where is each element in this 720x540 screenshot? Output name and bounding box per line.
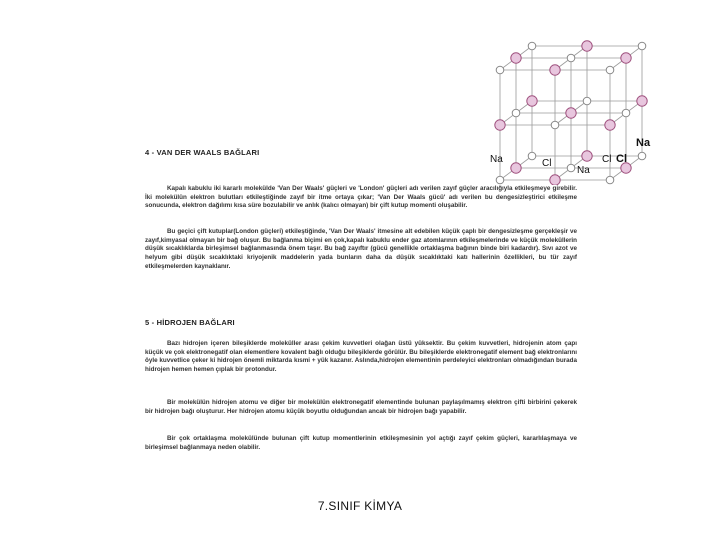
chloride-ion (512, 109, 520, 117)
chloride-ion (622, 109, 630, 117)
page-footer: 7.SINIF KİMYA (317, 499, 403, 513)
chloride-ion (606, 66, 614, 74)
lattice-label: Cl (542, 158, 552, 169)
chloride-ion (496, 66, 504, 74)
sodium-ion (621, 53, 631, 63)
chloride-ion (583, 97, 591, 105)
chloride-ion (551, 121, 559, 129)
section-heading-hydrogen: 5 - HİDROJEN BAĞLARI (145, 318, 235, 327)
chloride-ion (567, 54, 575, 62)
paragraph-hydrogen-3: Bir çok ortaklaşma molekülünde bulunan çift kutup momentlerinin etkileşmesinin yol açtığı zayıf çekim güçleri, kararlılaşmaya ve birleşimsel bağlanmaya neden olabilir. (145, 435, 577, 451)
nacl-lattice-diagram (488, 40, 658, 185)
chloride-ion (567, 164, 575, 172)
lattice-label: Cl (616, 153, 627, 165)
lattice-label: Na (577, 165, 590, 176)
sodium-ion (511, 53, 521, 63)
lattice-label: Na (636, 137, 651, 149)
sodium-ion (550, 65, 560, 75)
chloride-ion (606, 176, 614, 184)
paragraph-hydrogen-1: Bazı hidrojen içeren bileşiklerde moleküller arası çekim kuvvetleri olağan üstü yüksektir. Bu çekim kuvvetleri, hidrojenin atom çapı küçük ve çok elektronegatif olan elementlere kovalent bağlı olduğu bileşiklerde görülür. Bu bileşiklerde elektronegatif element bağ elektronlarını öyle kuvvetlice çeker ki hidrojen önemli miktarda kısmi + yük kazanır. Aslında,hidrojen elementinin perdeleyici elektronları olmadığından burada hidrojen hemen hemen çıplak bir protondur. (145, 340, 577, 374)
chloride-ion (496, 176, 504, 184)
chloride-ion (638, 42, 646, 50)
sodium-ion (637, 96, 647, 106)
sodium-ion (582, 41, 592, 51)
paragraph-van-der-waals-2: Bu geçici çift kutuplar(London güçleri) etkileştiğinde, 'Van Der Waals' itmesine alt edebilen küçük çaplı bir dengesizleşme gerçekleşir ve zayıf,kimyasal olmayan bir bağ oluşur. Bu bağlanma biçimi en çok,kapalı kabuklu ender gaz atomlarının etkileşmelerinde ve küçük moleküllerin düşük sıcaklıklarda birleşimsel bağlanmasında önem taşır. Bu bağ zayıftır (gücü genellikle ortaklaşma bağının binde biri kadardır). Sıvı azot ve helyum gibi düşük sıcaklıktaki kriyojenik maddelerin yada bunların daha da düşük sıcaklıktaki katı hallerinin özellikleri, bu tür zayıf etkileşmelerden kaynaklanır. (145, 228, 577, 270)
chloride-ion (528, 42, 536, 50)
sodium-ion (511, 163, 521, 173)
chloride-ion (638, 152, 646, 160)
chloride-ion (528, 152, 536, 160)
paragraph-hydrogen-2: Bir molekülün hidrojen atomu ve diğer bir molekülün elektronegatif elementinde bulunan paylaşılmamış elektron çifti birbirini çekerek bir hidrojen bağı oluşturur. Her hidrojen atomu küçük boyutlu olduğundan ancak bir hidrojen bağı yapabilir. (145, 399, 577, 415)
paragraph-van-der-waals-1: Kapalı kabuklu iki kararlı molekülde 'Van Der Waals' güçleri ve 'London' güçleri adı verilen zayıf güçler aracılığıyla etkileşmeye girebilir. İki molekülün elektron bulutları etkileştiğinde zayıf bir itme ortaya çıkar; 'Van Der Waals gücü' adı verilen bu dengesizleştirici etkileşme sonucunda, elektron dağılımı kısa süre bozulabilir ve anlık (kalıcı olmayan) bir çift kutup momenti oluşabilir. (145, 185, 577, 210)
lattice-label: Cl (602, 154, 612, 165)
sodium-ion (550, 175, 560, 185)
lattice-label: Na (490, 154, 503, 165)
section-heading-van-der-waals: 4 - VAN DER WAALS BAĞLARI (145, 148, 260, 157)
sodium-ion (605, 120, 615, 130)
sodium-ion (527, 96, 537, 106)
sodium-ion (566, 108, 576, 118)
sodium-ion (495, 120, 505, 130)
nacl-lattice-figure (488, 40, 658, 185)
sodium-ion (582, 151, 592, 161)
